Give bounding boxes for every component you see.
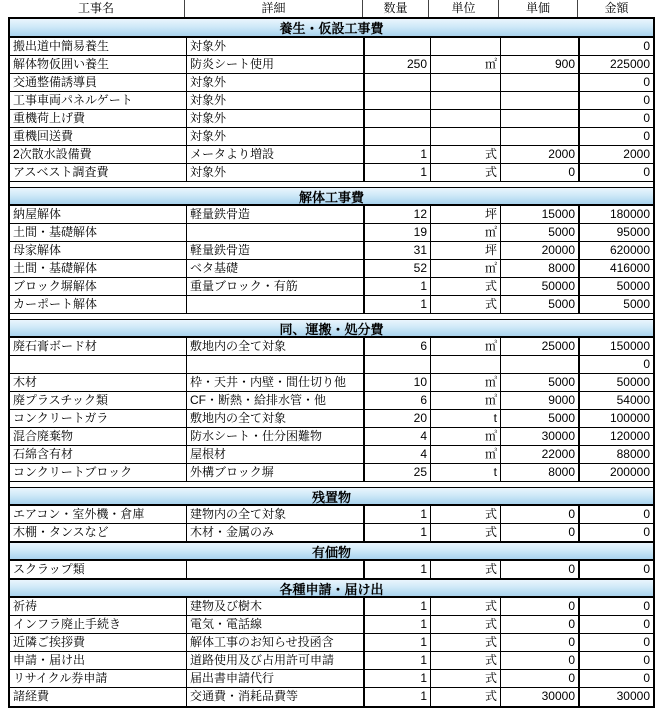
cell-detail: 対象外 bbox=[187, 164, 365, 181]
cell-unit: t bbox=[431, 410, 501, 427]
cell-unit-price: 15000 bbox=[501, 206, 580, 223]
cell-unit-price: 900 bbox=[501, 56, 580, 73]
cell-amount: 0 bbox=[643, 507, 650, 521]
cell-quantity: 52 bbox=[365, 260, 431, 277]
cell-quantity: 1 bbox=[365, 616, 431, 633]
section-header: 各種申請・届け出 bbox=[10, 579, 653, 598]
cell-work-name: 納屋解体 bbox=[10, 206, 187, 223]
cell-detail: 敷地内の全て対象 bbox=[187, 338, 365, 355]
cell-work-name: カーポート解体 bbox=[10, 296, 187, 313]
cell-unit-price: 0 bbox=[501, 634, 580, 651]
cell-unit: ㎥ bbox=[431, 446, 501, 463]
cell-work-name: スクラップ類 bbox=[10, 561, 187, 578]
cell-detail: 枠・天井・内壁・間仕切り他 bbox=[187, 374, 365, 391]
cell-amount: 200000 bbox=[609, 465, 650, 479]
cell-amount: 0 bbox=[643, 357, 650, 371]
cell-amount: 5000 bbox=[623, 297, 650, 311]
cell-work-name: エアコン・室外機・倉庫 bbox=[10, 506, 187, 523]
table-row bbox=[10, 110, 653, 128]
cell-detail: 届出書申請代行 bbox=[187, 670, 365, 687]
col-header-quantity: 数量 bbox=[363, 0, 429, 17]
cell-work-name: 交通整備誘導員 bbox=[10, 74, 187, 91]
cell-detail: 重量ブロック・有筋 bbox=[187, 278, 365, 295]
column-header-row bbox=[8, 0, 655, 17]
table-row bbox=[10, 374, 653, 392]
cell-amount: 54000 bbox=[616, 393, 650, 407]
cell-amount: 0 bbox=[643, 653, 650, 667]
cell-unit-price bbox=[501, 92, 580, 109]
cell-amount: 225000 bbox=[609, 57, 650, 71]
cell-detail bbox=[187, 356, 365, 373]
cell-unit-price: 5000 bbox=[501, 410, 580, 427]
cell-unit: ㎥ bbox=[431, 392, 501, 409]
table-row bbox=[10, 392, 653, 410]
cell-amount: 30000 bbox=[616, 689, 650, 703]
section-header: 同、運搬・処分費 bbox=[10, 319, 653, 338]
cell-quantity: 1 bbox=[365, 670, 431, 687]
table-row bbox=[10, 224, 653, 242]
table-row bbox=[10, 464, 653, 482]
cell-quantity: 1 bbox=[365, 598, 431, 615]
table-row bbox=[10, 128, 653, 146]
col-header-unit-price: 単価 bbox=[499, 0, 578, 17]
cell-unit-price: 0 bbox=[501, 616, 580, 633]
col-header-unit: 単位 bbox=[429, 0, 499, 17]
cell-quantity: 1 bbox=[365, 164, 431, 181]
table-row bbox=[10, 242, 653, 260]
cell-quantity: 1 bbox=[365, 506, 431, 523]
cell-detail: 防水シート・仕分困難物 bbox=[187, 428, 365, 445]
cell-unit-price: 22000 bbox=[501, 446, 580, 463]
cell-unit-price: 20000 bbox=[501, 242, 580, 259]
cell-unit-price bbox=[501, 110, 580, 127]
cell-quantity: 1 bbox=[365, 688, 431, 706]
cell-amount: 0 bbox=[643, 39, 650, 53]
cell-unit: 式 bbox=[431, 524, 501, 541]
cell-quantity: 6 bbox=[365, 392, 431, 409]
cell-unit-price: 0 bbox=[501, 598, 580, 615]
table-row bbox=[10, 670, 653, 688]
cell-unit: 式 bbox=[431, 278, 501, 295]
cell-work-name: 祈祷 bbox=[10, 598, 187, 615]
cell-quantity: 1 bbox=[365, 146, 431, 163]
cell-unit-price: 9000 bbox=[501, 392, 580, 409]
cell-amount: 0 bbox=[643, 562, 650, 576]
col-header-amount: 金額 bbox=[604, 1, 629, 15]
cell-detail: 屋根材 bbox=[187, 446, 365, 463]
cell-quantity: 10 bbox=[365, 374, 431, 391]
cell-unit-price bbox=[501, 356, 580, 373]
cell-unit-price: 5000 bbox=[501, 374, 580, 391]
table-row bbox=[10, 206, 653, 224]
cell-quantity: 20 bbox=[365, 410, 431, 427]
cell-detail bbox=[187, 296, 365, 313]
cell-amount: 150000 bbox=[609, 339, 650, 353]
cell-quantity bbox=[365, 92, 431, 109]
cell-amount: 0 bbox=[643, 671, 650, 685]
section-header: 解体工事費 bbox=[10, 187, 653, 206]
cell-quantity: 12 bbox=[365, 206, 431, 223]
section-header: 養生・仮設工事費 bbox=[10, 19, 653, 38]
cell-quantity: 250 bbox=[365, 56, 431, 73]
cell-detail: 対象外 bbox=[187, 38, 365, 55]
cell-amount: 0 bbox=[643, 635, 650, 649]
cell-work-name: 土間・基礎解体 bbox=[10, 224, 187, 241]
cell-unit-price: 8000 bbox=[501, 260, 580, 277]
cell-unit: ㎡ bbox=[431, 224, 501, 241]
cell-unit-price: 0 bbox=[501, 670, 580, 687]
table-row bbox=[10, 278, 653, 296]
col-header-detail: 詳細 bbox=[185, 0, 363, 17]
cell-unit bbox=[431, 92, 501, 109]
cell-work-name: 混合廃棄物 bbox=[10, 428, 187, 445]
cell-work-name: 石綿含有材 bbox=[10, 446, 187, 463]
cell-quantity bbox=[365, 38, 431, 55]
cell-amount: 180000 bbox=[609, 207, 650, 221]
cell-work-name: 近隣ご挨拶費 bbox=[10, 634, 187, 651]
cell-detail: 建物及び樹木 bbox=[187, 598, 365, 615]
cell-work-name: 土間・基礎解体 bbox=[10, 260, 187, 277]
cell-unit: ㎥ bbox=[431, 374, 501, 391]
cell-detail: 交通費・消耗品費等 bbox=[187, 688, 365, 706]
cell-unit bbox=[431, 128, 501, 145]
cell-unit-price: 0 bbox=[501, 561, 580, 578]
cell-detail: 解体工事のお知らせ投函含 bbox=[187, 634, 365, 651]
cell-work-name: アスベスト調査費 bbox=[10, 164, 187, 181]
cell-detail bbox=[187, 561, 365, 578]
cell-work-name: 諸経費 bbox=[10, 688, 187, 706]
section-header: 有価物 bbox=[10, 542, 653, 561]
cell-work-name: インフラ廃止手続き bbox=[10, 616, 187, 633]
cell-amount: 0 bbox=[643, 525, 650, 539]
cell-amount: 0 bbox=[643, 93, 650, 107]
cell-unit-price bbox=[501, 128, 580, 145]
table-row bbox=[10, 410, 653, 428]
cell-quantity bbox=[365, 110, 431, 127]
cell-work-name: 解体物仮囲い養生 bbox=[10, 56, 187, 73]
cell-detail: 建物内の全て対象 bbox=[187, 506, 365, 523]
cell-work-name: 重機荷上げ費 bbox=[10, 110, 187, 127]
cell-amount: 0 bbox=[643, 129, 650, 143]
cell-unit bbox=[431, 110, 501, 127]
table-row bbox=[10, 616, 653, 634]
cell-detail: 防炎シート使用 bbox=[187, 56, 365, 73]
cell-work-name: 重機回送費 bbox=[10, 128, 187, 145]
cell-work-name: コンクリートブロック bbox=[10, 464, 187, 481]
table-row bbox=[10, 260, 653, 278]
cell-unit bbox=[431, 356, 501, 373]
cell-work-name: 申請・届け出 bbox=[10, 652, 187, 669]
cell-amount: 100000 bbox=[609, 411, 650, 425]
cell-work-name: 搬出道中簡易養生 bbox=[10, 38, 187, 55]
cell-detail: 木材・金属のみ bbox=[187, 524, 365, 541]
cell-work-name: リサイクル券申請 bbox=[10, 670, 187, 687]
table-row bbox=[10, 506, 653, 524]
table-row bbox=[10, 688, 653, 706]
table-row bbox=[10, 356, 653, 374]
cell-unit-price: 5000 bbox=[501, 224, 580, 241]
cell-quantity: 4 bbox=[365, 446, 431, 463]
table-row bbox=[10, 92, 653, 110]
cell-quantity: 1 bbox=[365, 561, 431, 578]
cell-unit bbox=[431, 74, 501, 91]
cell-quantity: 19 bbox=[365, 224, 431, 241]
table-row bbox=[10, 38, 653, 56]
cell-amount: 120000 bbox=[609, 429, 650, 443]
cell-unit bbox=[431, 38, 501, 55]
cell-quantity: 4 bbox=[365, 428, 431, 445]
estimate-table bbox=[8, 17, 655, 708]
cell-unit-price: 0 bbox=[501, 506, 580, 523]
cell-unit-price: 0 bbox=[501, 652, 580, 669]
cell-detail: 道路使用及び占用許可申請 bbox=[187, 652, 365, 669]
cell-unit: 式 bbox=[431, 164, 501, 181]
cell-unit: 式 bbox=[431, 506, 501, 523]
cell-detail: 対象外 bbox=[187, 92, 365, 109]
table-row bbox=[10, 598, 653, 616]
table-row bbox=[10, 561, 653, 579]
cell-amount: 88000 bbox=[616, 447, 650, 461]
table-row bbox=[10, 74, 653, 92]
col-header-work-name: 工事名 bbox=[8, 0, 185, 17]
cell-quantity: 31 bbox=[365, 242, 431, 259]
cell-unit-price: 30000 bbox=[501, 688, 580, 706]
cell-unit: 坪 bbox=[431, 206, 501, 223]
cell-quantity bbox=[365, 128, 431, 145]
cell-work-name: 木材 bbox=[10, 374, 187, 391]
cell-amount: 2000 bbox=[623, 147, 650, 161]
table-row bbox=[10, 164, 653, 182]
cell-unit: 式 bbox=[431, 598, 501, 615]
cell-unit: 式 bbox=[431, 670, 501, 687]
cell-work-name: 木棚・タンスなど bbox=[10, 524, 187, 541]
cell-amount: 50000 bbox=[616, 375, 650, 389]
cell-detail: 軽量鉄骨造 bbox=[187, 206, 365, 223]
cell-quantity: 1 bbox=[365, 634, 431, 651]
cell-detail: ベタ基礎 bbox=[187, 260, 365, 277]
cell-amount: 0 bbox=[643, 617, 650, 631]
cell-unit: ㎥ bbox=[431, 338, 501, 355]
cell-unit-price bbox=[501, 74, 580, 91]
cell-amount: 0 bbox=[643, 111, 650, 125]
cell-amount: 95000 bbox=[616, 225, 650, 239]
cell-detail: 外構ブロック塀 bbox=[187, 464, 365, 481]
cell-quantity: 1 bbox=[365, 524, 431, 541]
cell-unit-price bbox=[501, 38, 580, 55]
cell-detail: 対象外 bbox=[187, 74, 365, 91]
cell-detail: 敷地内の全て対象 bbox=[187, 410, 365, 427]
cell-detail bbox=[187, 224, 365, 241]
cell-unit-price: 25000 bbox=[501, 338, 580, 355]
cell-detail: メータより増設 bbox=[187, 146, 365, 163]
table-row bbox=[10, 652, 653, 670]
cell-amount: 0 bbox=[643, 75, 650, 89]
cell-amount: 0 bbox=[643, 165, 650, 179]
table-row bbox=[10, 634, 653, 652]
table-row bbox=[10, 524, 653, 542]
cell-work-name: 2次散水設備費 bbox=[10, 146, 187, 163]
cell-unit-price: 8000 bbox=[501, 464, 580, 481]
cell-work-name: 廃石膏ボード材 bbox=[10, 338, 187, 355]
cell-work-name bbox=[10, 356, 187, 373]
cell-detail: 対象外 bbox=[187, 110, 365, 127]
cell-amount: 0 bbox=[643, 599, 650, 613]
cell-unit: ㎥ bbox=[431, 428, 501, 445]
cell-amount: 620000 bbox=[609, 243, 650, 257]
cell-unit: 式 bbox=[431, 634, 501, 651]
cell-unit-price: 2000 bbox=[501, 146, 580, 163]
cell-unit: 坪 bbox=[431, 242, 501, 259]
cell-work-name: 工事車両パネルゲート bbox=[10, 92, 187, 109]
cell-unit: ㎡ bbox=[431, 260, 501, 277]
cell-quantity: 1 bbox=[365, 652, 431, 669]
cell-unit: 式 bbox=[431, 561, 501, 578]
cell-quantity bbox=[365, 74, 431, 91]
cell-unit-price: 30000 bbox=[501, 428, 580, 445]
cell-work-name: 母家解体 bbox=[10, 242, 187, 259]
table-row bbox=[10, 446, 653, 464]
cell-quantity: 1 bbox=[365, 278, 431, 295]
cell-unit: 式 bbox=[431, 652, 501, 669]
cell-unit: ㎡ bbox=[431, 56, 501, 73]
table-row bbox=[10, 338, 653, 356]
cell-detail: CF・断熱・給排水管・他 bbox=[187, 392, 365, 409]
cell-quantity: 6 bbox=[365, 338, 431, 355]
cell-unit-price: 5000 bbox=[501, 296, 580, 313]
cell-unit: 式 bbox=[431, 146, 501, 163]
cell-quantity: 25 bbox=[365, 464, 431, 481]
cell-unit: 式 bbox=[431, 296, 501, 313]
cell-unit-price: 0 bbox=[501, 164, 580, 181]
cell-quantity bbox=[365, 356, 431, 373]
cell-detail: 軽量鉄骨造 bbox=[187, 242, 365, 259]
cell-work-name: 廃プラスチック類 bbox=[10, 392, 187, 409]
cell-unit-price: 0 bbox=[501, 524, 580, 541]
section-header: 残置物 bbox=[10, 487, 653, 506]
cell-work-name: ブロック塀解体 bbox=[10, 278, 187, 295]
cell-amount: 416000 bbox=[609, 261, 650, 275]
table-row bbox=[10, 296, 653, 314]
cell-work-name: コンクリートガラ bbox=[10, 410, 187, 427]
cell-quantity: 1 bbox=[365, 296, 431, 313]
cell-amount: 50000 bbox=[616, 279, 650, 293]
cell-unit: 式 bbox=[431, 688, 501, 706]
cell-unit: t bbox=[431, 464, 501, 481]
table-row bbox=[10, 146, 653, 164]
cell-unit: 式 bbox=[431, 616, 501, 633]
table-row bbox=[10, 56, 653, 74]
cell-detail: 対象外 bbox=[187, 128, 365, 145]
table-row bbox=[10, 428, 653, 446]
cell-unit-price: 50000 bbox=[501, 278, 580, 295]
cell-detail: 電気・電話線 bbox=[187, 616, 365, 633]
